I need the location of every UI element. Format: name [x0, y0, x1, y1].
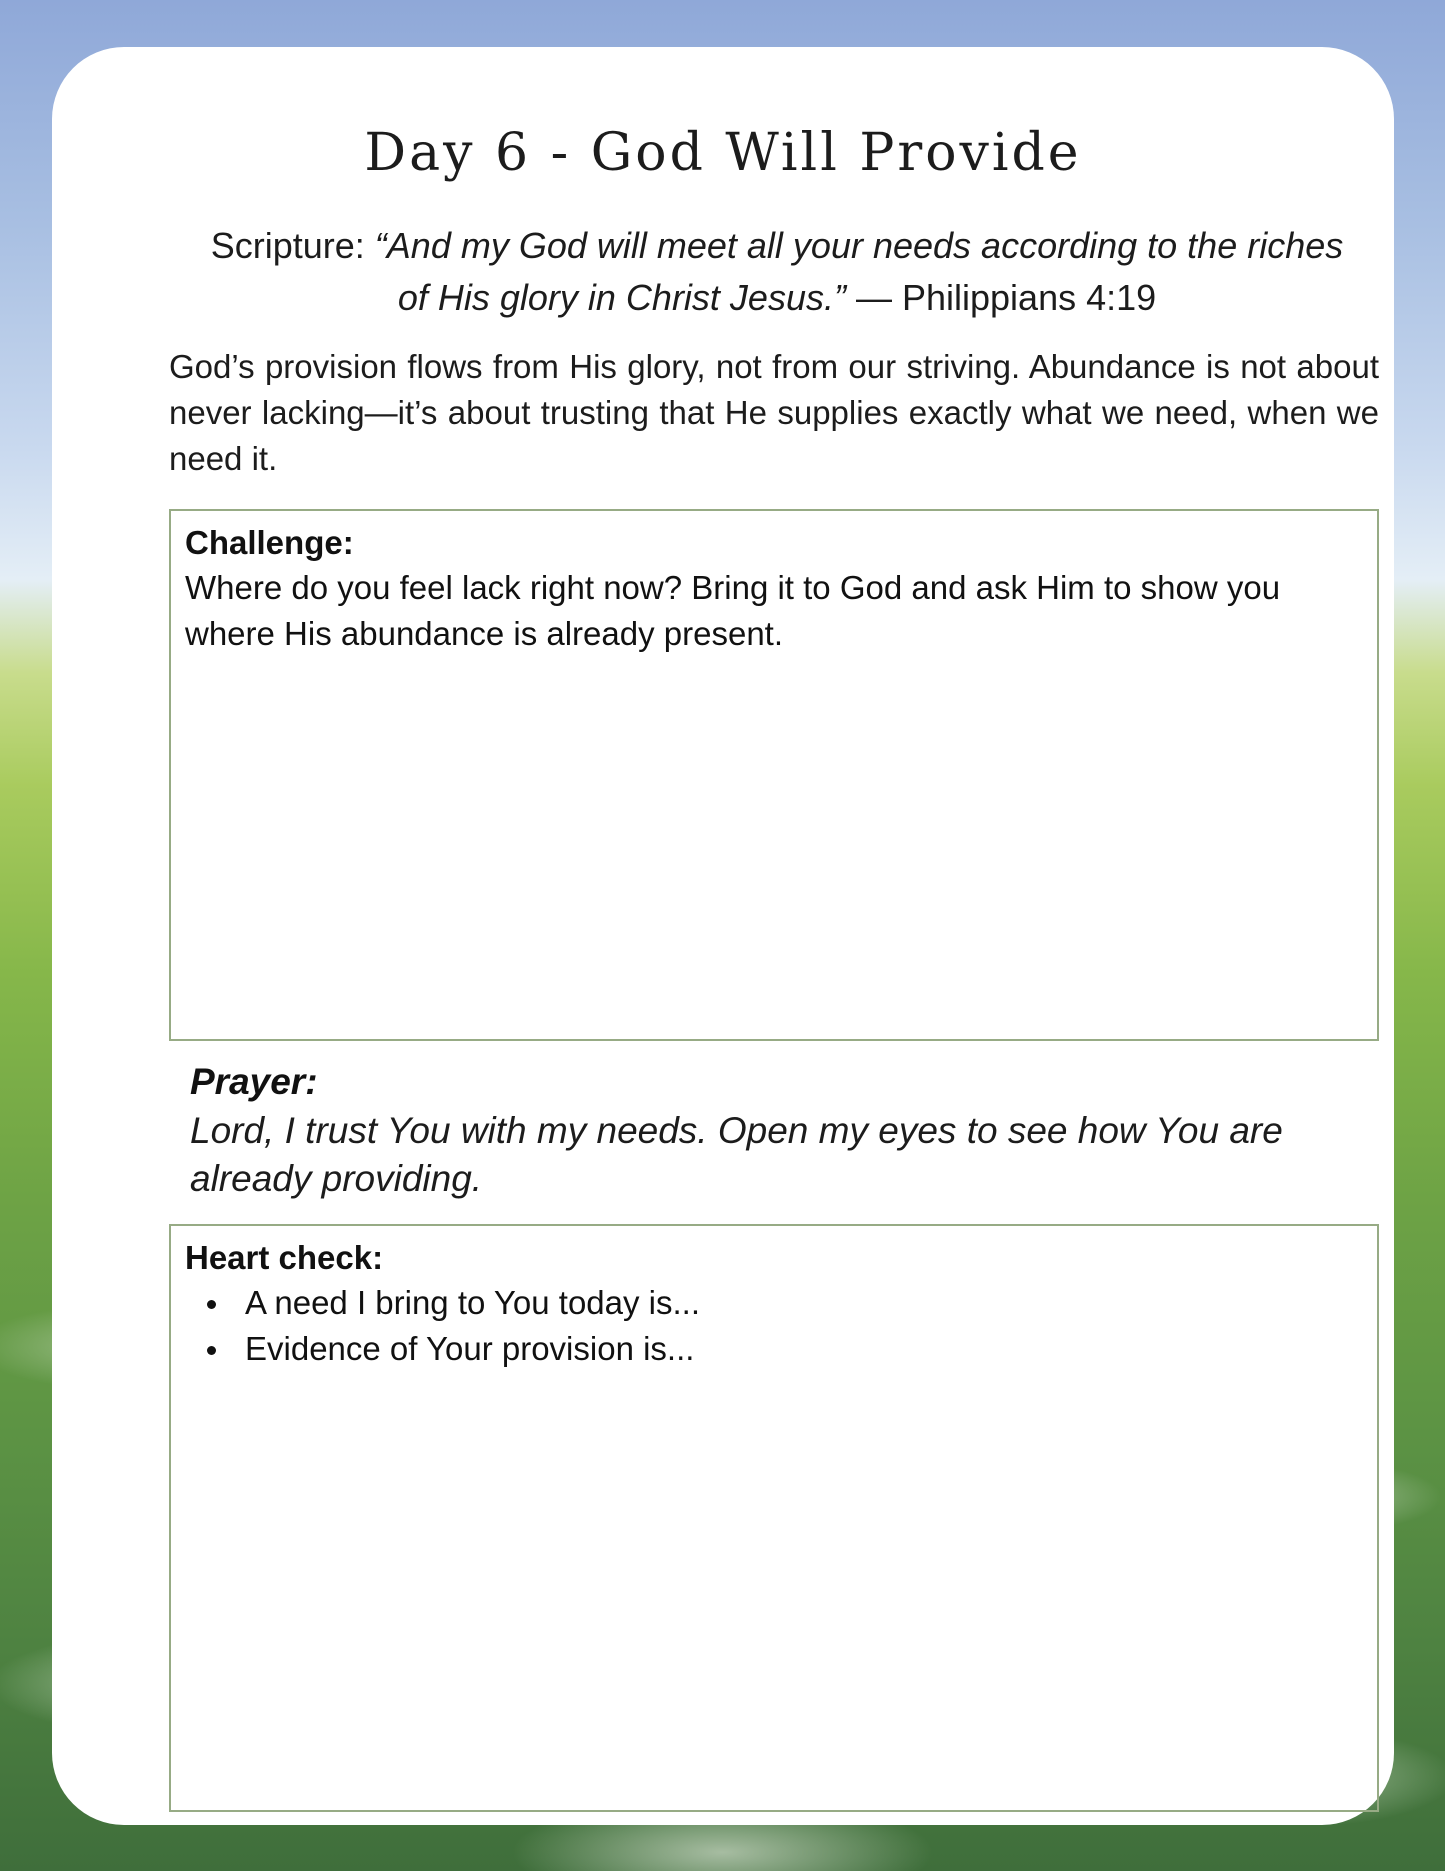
- bullet-icon: [207, 1300, 216, 1309]
- scripture-block: [192, 220, 1362, 324]
- list-item-text: A need I bring to You today is...: [245, 1284, 701, 1321]
- list-item: [199, 1280, 1363, 1326]
- challenge-text: Where do you feel lack right now? Bring it to God and ask Him to show you where His abundance is already present.: [185, 569, 1281, 652]
- heart-check-label: Heart check:: [185, 1239, 384, 1276]
- prayer-text: Lord, I trust You with my needs. Open my eyes to see how You are already providing.: [190, 1110, 1283, 1199]
- heart-check-list: [185, 1280, 1363, 1372]
- page-title: Day 6 - God Will Provide: [364, 123, 1082, 183]
- prayer-label: Prayer:: [190, 1061, 318, 1102]
- list-item-text: Evidence of Your provision is...: [245, 1330, 695, 1367]
- scripture-label: Scripture:: [210, 225, 375, 266]
- challenge-box[interactable]: [169, 509, 1379, 1041]
- list-item: [199, 1326, 1363, 1372]
- challenge-label: Challenge:: [185, 524, 354, 561]
- scripture-quote: “And my God will meet all your needs according to the riches of His glory in Christ Jesus.”: [374, 225, 1344, 318]
- scripture-reference: — Philippians 4:19: [845, 277, 1157, 318]
- bullet-icon: [207, 1346, 216, 1355]
- heart-check-box[interactable]: [169, 1224, 1379, 1812]
- reflection-paragraph: God’s provision flows from His glory, not from our striving. Abundance is not about never lacking—it’s about trusting that He supplies exactly what we need, when we need it.: [169, 348, 1379, 477]
- journal-card: [52, 47, 1394, 1825]
